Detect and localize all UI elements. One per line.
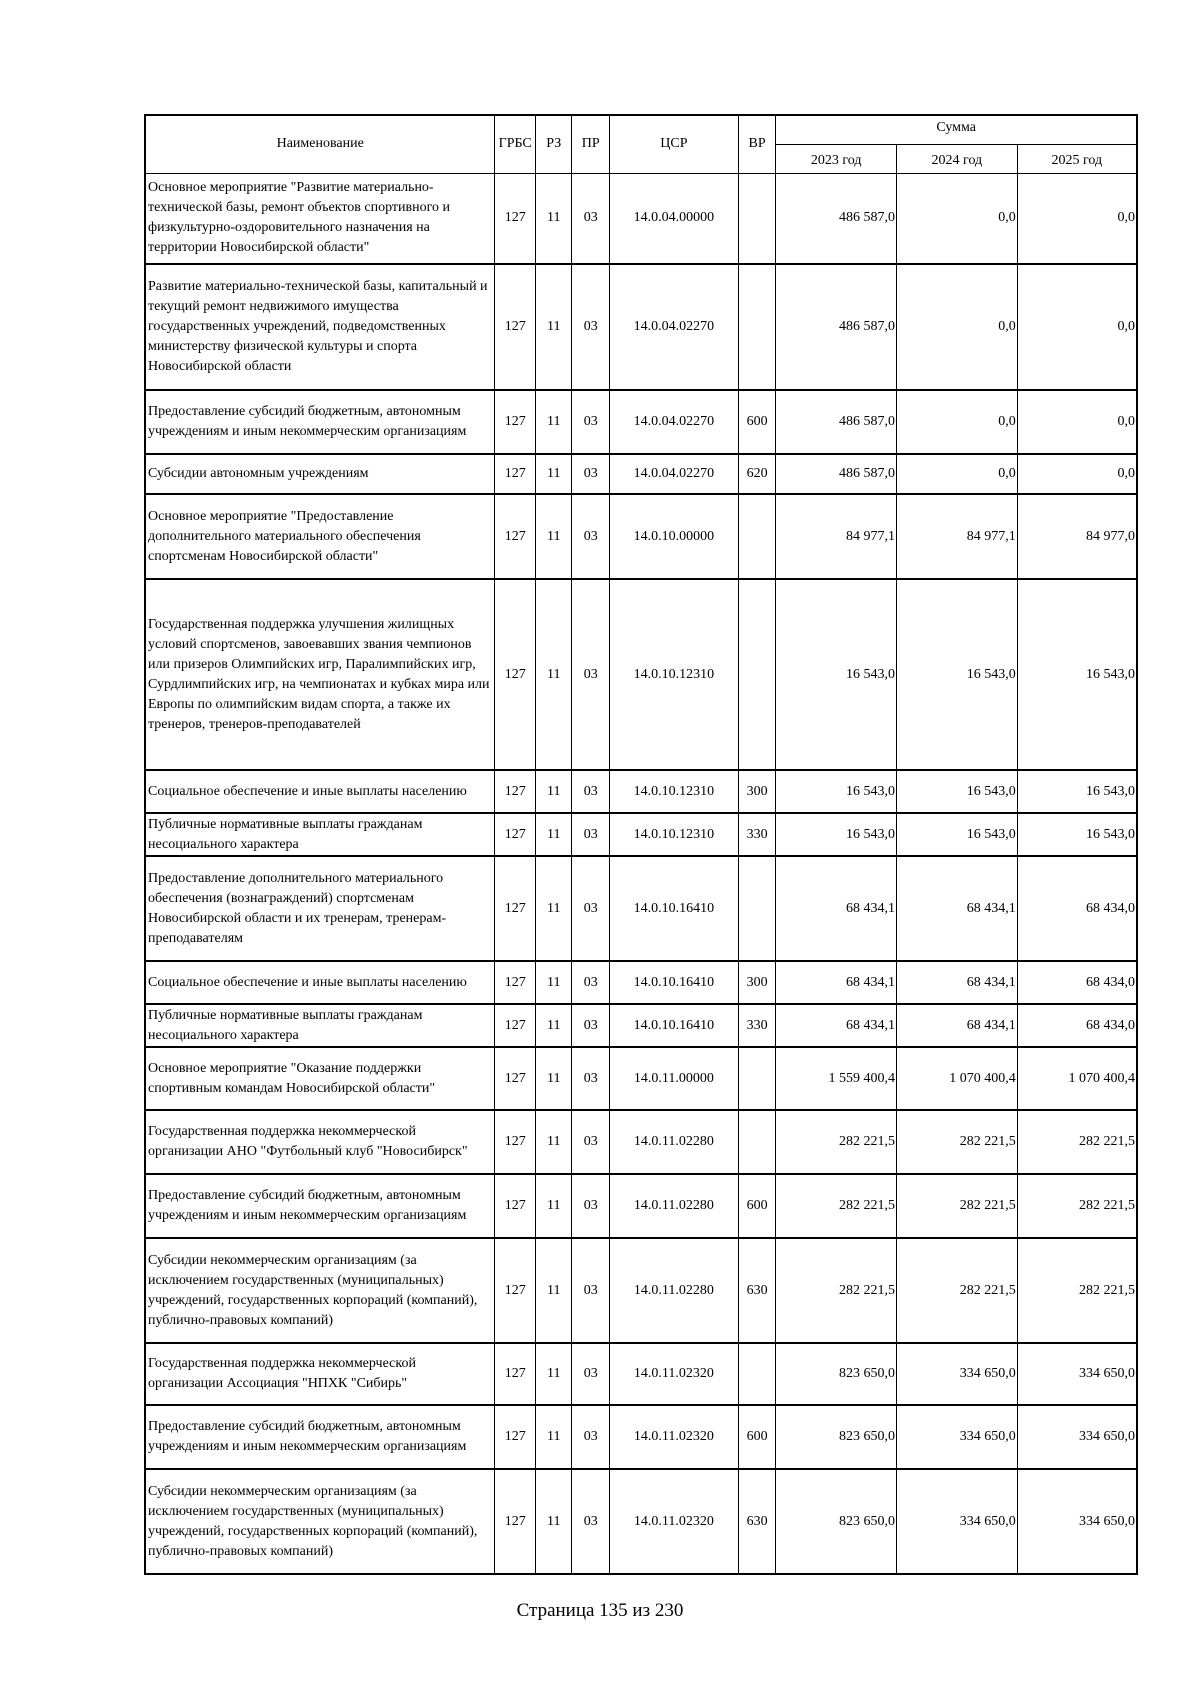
cell-sum-2023: 486 587,0 (776, 390, 897, 454)
cell-vr: 300 (738, 770, 776, 813)
cell-pr: 03 (572, 1047, 610, 1110)
col-header-2025: 2025 год (1017, 144, 1137, 173)
cell-sum-2024: 68 434,1 (897, 1004, 1018, 1047)
cell-pr: 03 (572, 1238, 610, 1343)
cell-pr: 03 (572, 579, 610, 770)
cell-csr: 14.0.11.02280 (610, 1238, 739, 1343)
cell-rz: 11 (535, 1174, 572, 1238)
table-header (145, 115, 1137, 173)
cell-vr: 630 (738, 1469, 776, 1574)
cell-sum-2024: 334 650,0 (897, 1343, 1018, 1405)
cell-sum-2023: 16 543,0 (776, 770, 897, 813)
cell-sum-2025: 16 543,0 (1017, 813, 1137, 856)
cell-vr: 330 (738, 813, 776, 856)
cell-sum-2023: 68 434,1 (776, 1004, 897, 1047)
cell-sum-2023: 823 650,0 (776, 1469, 897, 1574)
cell-csr: 14.0.10.16410 (610, 856, 739, 961)
cell-sum-2025: 334 650,0 (1017, 1469, 1137, 1574)
cell-name: Публичные нормативные выплаты гражданам несоциального характера (145, 1004, 495, 1047)
cell-sum-2023: 68 434,1 (776, 856, 897, 961)
cell-pr: 03 (572, 264, 610, 390)
cell-name: Государственная поддержка улучшения жилищных условий спортсменов, завоевавших звания чемпионов или призеров Олимпийских игр, Паралимпийских игр, Сурдлимпийских игр, на чемпионатах и кубках мира или Европы по олимпийским видам спорта, а также их тренеров, тренеров-преподавателей (145, 579, 495, 770)
page-number: Страница 135 из 230 (516, 1600, 684, 1621)
col-header-csr: ЦСР (610, 115, 739, 173)
cell-name: Основное мероприятие "Предоставление дополнительного материального обеспечения спортсменам Новосибирской области" (145, 494, 495, 579)
cell-rz: 11 (535, 813, 572, 856)
cell-grbs: 127 (495, 1238, 536, 1343)
cell-name: Социальное обеспечение и иные выплаты населению (145, 961, 495, 1004)
cell-grbs: 127 (495, 264, 536, 390)
table-row (145, 770, 1137, 813)
cell-sum-2025: 282 221,5 (1017, 1238, 1137, 1343)
cell-vr: 300 (738, 961, 776, 1004)
cell-vr (738, 494, 776, 579)
cell-grbs: 127 (495, 770, 536, 813)
cell-vr (738, 1343, 776, 1405)
cell-sum-2025: 68 434,0 (1017, 856, 1137, 961)
cell-sum-2024: 334 650,0 (897, 1469, 1018, 1574)
cell-name: Публичные нормативные выплаты гражданам несоциального характера (145, 813, 495, 856)
cell-sum-2023: 823 650,0 (776, 1343, 897, 1405)
cell-sum-2023: 486 587,0 (776, 264, 897, 390)
cell-sum-2023: 16 543,0 (776, 579, 897, 770)
cell-sum-2025: 68 434,0 (1017, 1004, 1137, 1047)
table-row (145, 494, 1137, 579)
table-row (145, 1405, 1137, 1469)
cell-vr: 630 (738, 1238, 776, 1343)
table-row (145, 1174, 1137, 1238)
cell-name: Основное мероприятие "Оказание поддержки спортивным командам Новосибирской области" (145, 1047, 495, 1110)
cell-grbs: 127 (495, 1047, 536, 1110)
cell-rz: 11 (535, 173, 572, 264)
cell-sum-2024: 84 977,1 (897, 494, 1018, 579)
cell-sum-2025: 334 650,0 (1017, 1343, 1137, 1405)
cell-name: Предоставление субсидий бюджетным, автономным учреждениям и иным некоммерческим организациям (145, 1174, 495, 1238)
cell-grbs: 127 (495, 579, 536, 770)
table-body (145, 173, 1137, 1574)
cell-pr: 03 (572, 390, 610, 454)
cell-rz: 11 (535, 961, 572, 1004)
cell-sum-2025: 282 221,5 (1017, 1174, 1137, 1238)
col-header-grbs: ГРБС (495, 115, 536, 173)
cell-sum-2024: 282 221,5 (897, 1174, 1018, 1238)
cell-pr: 03 (572, 1469, 610, 1574)
cell-name: Государственная поддержка некоммерческой организации Ассоциация "НПХК "Сибирь" (145, 1343, 495, 1405)
cell-vr (738, 579, 776, 770)
cell-csr: 14.0.10.12310 (610, 813, 739, 856)
cell-sum-2023: 282 221,5 (776, 1238, 897, 1343)
cell-sum-2024: 0,0 (897, 264, 1018, 390)
cell-vr (738, 173, 776, 264)
cell-vr (738, 264, 776, 390)
cell-rz: 11 (535, 1110, 572, 1174)
table-row (145, 813, 1137, 856)
cell-grbs: 127 (495, 1469, 536, 1574)
cell-sum-2023: 486 587,0 (776, 454, 897, 494)
cell-csr: 14.0.10.16410 (610, 1004, 739, 1047)
cell-sum-2025: 0,0 (1017, 390, 1137, 454)
cell-sum-2024: 16 543,0 (897, 579, 1018, 770)
table-row (145, 1343, 1137, 1405)
table-row (145, 1004, 1137, 1047)
table-row (145, 961, 1137, 1004)
cell-rz: 11 (535, 1047, 572, 1110)
cell-grbs: 127 (495, 1405, 536, 1469)
cell-rz: 11 (535, 390, 572, 454)
cell-sum-2025: 0,0 (1017, 173, 1137, 264)
cell-sum-2024: 1 070 400,4 (897, 1047, 1018, 1110)
cell-name: Субсидии некоммерческим организациям (за исключением государственных (муниципальных) учреждений, государственных корпораций (компаний), публично-правовых компаний) (145, 1238, 495, 1343)
col-header-pr: ПР (572, 115, 610, 173)
cell-pr: 03 (572, 1405, 610, 1469)
cell-pr: 03 (572, 770, 610, 813)
cell-name: Субсидии некоммерческим организациям (за исключением государственных (муниципальных) учреждений, государственных корпораций (компаний), публично-правовых компаний) (145, 1469, 495, 1574)
cell-grbs: 127 (495, 390, 536, 454)
cell-sum-2024: 68 434,1 (897, 961, 1018, 1004)
cell-sum-2024: 16 543,0 (897, 813, 1018, 856)
cell-csr: 14.0.10.00000 (610, 494, 739, 579)
cell-csr: 14.0.11.02280 (610, 1110, 739, 1174)
cell-rz: 11 (535, 579, 572, 770)
cell-sum-2023: 16 543,0 (776, 813, 897, 856)
cell-sum-2023: 68 434,1 (776, 961, 897, 1004)
cell-sum-2023: 84 977,1 (776, 494, 897, 579)
cell-pr: 03 (572, 961, 610, 1004)
cell-csr: 14.0.11.02320 (610, 1469, 739, 1574)
cell-sum-2025: 0,0 (1017, 264, 1137, 390)
budget-table (144, 114, 1138, 1575)
cell-csr: 14.0.11.02320 (610, 1405, 739, 1469)
cell-rz: 11 (535, 1343, 572, 1405)
table-row (145, 1469, 1137, 1574)
cell-sum-2023: 282 221,5 (776, 1174, 897, 1238)
cell-grbs: 127 (495, 1004, 536, 1047)
cell-grbs: 127 (495, 1174, 536, 1238)
cell-vr (738, 1110, 776, 1174)
cell-csr: 14.0.10.12310 (610, 579, 739, 770)
cell-sum-2024: 68 434,1 (897, 856, 1018, 961)
cell-name: Государственная поддержка некоммерческой организации АНО "Футбольный клуб "Новосибирск" (145, 1110, 495, 1174)
table-row (145, 1110, 1137, 1174)
cell-grbs: 127 (495, 494, 536, 579)
cell-name: Социальное обеспечение и иные выплаты населению (145, 770, 495, 813)
table-row (145, 856, 1137, 961)
cell-rz: 11 (535, 770, 572, 813)
cell-sum-2024: 0,0 (897, 454, 1018, 494)
cell-vr: 600 (738, 390, 776, 454)
cell-pr: 03 (572, 1004, 610, 1047)
cell-sum-2025: 16 543,0 (1017, 770, 1137, 813)
cell-pr: 03 (572, 454, 610, 494)
cell-grbs: 127 (495, 454, 536, 494)
cell-grbs: 127 (495, 961, 536, 1004)
cell-name: Основное мероприятие "Развитие материально-технической базы, ремонт объектов спортивного и физкультурно-оздоровительного назначения на территории Новосибирской области" (145, 173, 495, 264)
col-header-2024: 2024 год (897, 144, 1018, 173)
cell-sum-2024: 334 650,0 (897, 1405, 1018, 1469)
table-row (145, 173, 1137, 264)
cell-vr: 600 (738, 1405, 776, 1469)
cell-sum-2024: 282 221,5 (897, 1110, 1018, 1174)
cell-grbs: 127 (495, 856, 536, 961)
cell-sum-2025: 68 434,0 (1017, 961, 1137, 1004)
cell-vr: 330 (738, 1004, 776, 1047)
cell-grbs: 127 (495, 813, 536, 856)
table-row (145, 454, 1137, 494)
cell-sum-2023: 282 221,5 (776, 1110, 897, 1174)
cell-name: Предоставление дополнительного материального обеспечения (вознаграждений) спортсменам Новосибирской области и их тренерам, тренерам-преподавателям (145, 856, 495, 961)
cell-vr: 600 (738, 1174, 776, 1238)
cell-grbs: 127 (495, 1110, 536, 1174)
cell-pr: 03 (572, 856, 610, 961)
table-row (145, 390, 1137, 454)
col-header-2023: 2023 год (776, 144, 897, 173)
cell-pr: 03 (572, 1110, 610, 1174)
cell-grbs: 127 (495, 173, 536, 264)
col-header-sum: Сумма (776, 115, 1137, 144)
cell-rz: 11 (535, 1469, 572, 1574)
cell-rz: 11 (535, 264, 572, 390)
cell-vr: 620 (738, 454, 776, 494)
cell-vr (738, 1047, 776, 1110)
cell-rz: 11 (535, 856, 572, 961)
cell-rz: 11 (535, 494, 572, 579)
cell-sum-2024: 282 221,5 (897, 1238, 1018, 1343)
cell-csr: 14.0.04.00000 (610, 173, 739, 264)
cell-sum-2025: 0,0 (1017, 454, 1137, 494)
cell-csr: 14.0.10.16410 (610, 961, 739, 1004)
cell-pr: 03 (572, 173, 610, 264)
cell-csr: 14.0.10.12310 (610, 770, 739, 813)
cell-sum-2023: 823 650,0 (776, 1405, 897, 1469)
cell-rz: 11 (535, 1405, 572, 1469)
cell-name: Развитие материально-технической базы, капитальный и текущий ремонт недвижимого имущества государственных учреждений, подведомственных министерству физической культуры и спорта Новосибирской области (145, 264, 495, 390)
cell-sum-2023: 486 587,0 (776, 173, 897, 264)
cell-rz: 11 (535, 1238, 572, 1343)
cell-pr: 03 (572, 813, 610, 856)
cell-csr: 14.0.11.02280 (610, 1174, 739, 1238)
col-header-vr: ВР (738, 115, 776, 173)
cell-name: Субсидии автономным учреждениям (145, 454, 495, 494)
cell-sum-2024: 0,0 (897, 173, 1018, 264)
table-row (145, 264, 1137, 390)
cell-sum-2024: 16 543,0 (897, 770, 1018, 813)
table-row (145, 1047, 1137, 1110)
cell-csr: 14.0.11.02320 (610, 1343, 739, 1405)
cell-pr: 03 (572, 1343, 610, 1405)
cell-grbs: 127 (495, 1343, 536, 1405)
cell-csr: 14.0.04.02270 (610, 454, 739, 494)
cell-csr: 14.0.04.02270 (610, 390, 739, 454)
cell-sum-2025: 334 650,0 (1017, 1405, 1137, 1469)
cell-csr: 14.0.04.02270 (610, 264, 739, 390)
col-header-rz: РЗ (535, 115, 572, 173)
cell-csr: 14.0.11.00000 (610, 1047, 739, 1110)
table-row (145, 1238, 1137, 1343)
cell-sum-2023: 1 559 400,4 (776, 1047, 897, 1110)
cell-rz: 11 (535, 1004, 572, 1047)
cell-sum-2024: 0,0 (897, 390, 1018, 454)
cell-pr: 03 (572, 494, 610, 579)
cell-pr: 03 (572, 1174, 610, 1238)
cell-sum-2025: 16 543,0 (1017, 579, 1137, 770)
cell-sum-2025: 1 070 400,4 (1017, 1047, 1137, 1110)
col-header-name: Наименование (145, 115, 495, 173)
cell-name: Предоставление субсидий бюджетным, автономным учреждениям и иным некоммерческим организациям (145, 390, 495, 454)
cell-name: Предоставление субсидий бюджетным, автономным учреждениям и иным некоммерческим организациям (145, 1405, 495, 1469)
cell-vr (738, 856, 776, 961)
table-row (145, 579, 1137, 770)
cell-sum-2025: 282 221,5 (1017, 1110, 1137, 1174)
cell-sum-2025: 84 977,0 (1017, 494, 1137, 579)
cell-rz: 11 (535, 454, 572, 494)
